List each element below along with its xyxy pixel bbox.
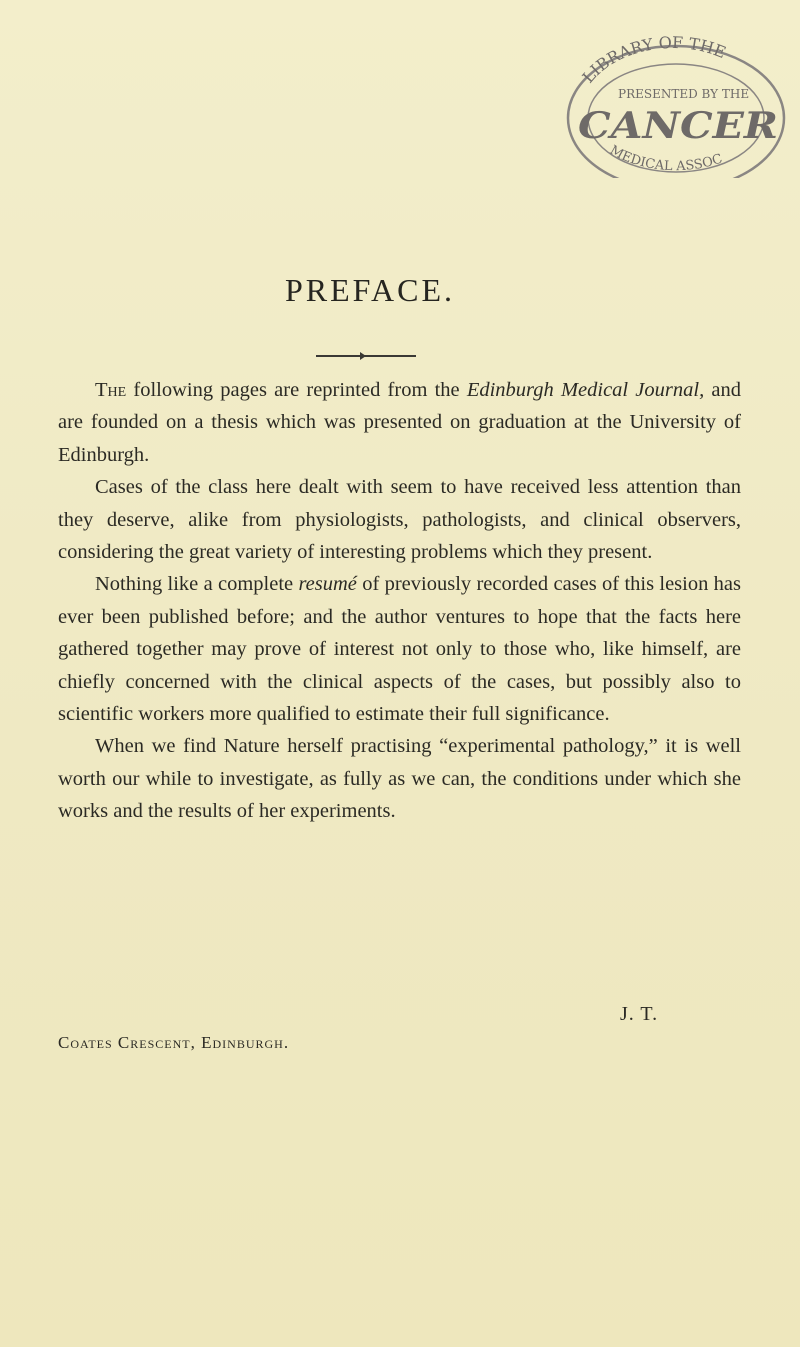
stamp-arc-bottom: MEDICAL ASSOC [607,142,725,175]
preface-paragraph-3: Nothing like a complete resumé of previously recorded cases of this lesion has ever been published before; and the author ventures to hope that the facts here gathered together may prove of interest not only to those who, like himself, are chiefly concerned with the clinical aspects of the cases, but possibly also to scientific workers more qualified to estimate their full significance. [58,573,741,726]
stamp-inner-text: PRESENTED BY THE [618,87,750,101]
preface-body [58,374,741,828]
author-initials: J. T. [620,1003,659,1025]
page-title: PREFACE. [284,272,456,308]
preface-paragraph-2: Cases of the class here dealt with seem to have received less attention than they deserve, alike from physiologists, pathologists, and clinical observers, considering the great variety of interesting problems which they present. [58,476,741,564]
paragraph-lead-word: The [95,379,127,401]
resume-word: resumé [298,573,357,596]
author-address: Coates Crescent, Edinburgh. [58,1033,290,1052]
stamp-main-word: CANCER [578,105,778,147]
title-divider [316,355,416,357]
preface-paragraph-4: When we find Nature herself practising “experimental pathology,” it is well worth our while to investigate, as fully as we can, the conditions under which she works and the results of her experiments. [58,735,741,823]
preface-paragraph-1: The following pages are reprinted from the Edinburgh Medical Journal, and are founded on a thesis which was presented on graduation at the University of Edinburgh. [58,379,742,466]
journal-title: Edinburgh Medical Journal, [466,379,705,401]
library-stamp [548,28,800,178]
stamp-arc-top: LIBRARY OF THE [578,32,729,87]
library-stamp-seal [548,28,800,178]
